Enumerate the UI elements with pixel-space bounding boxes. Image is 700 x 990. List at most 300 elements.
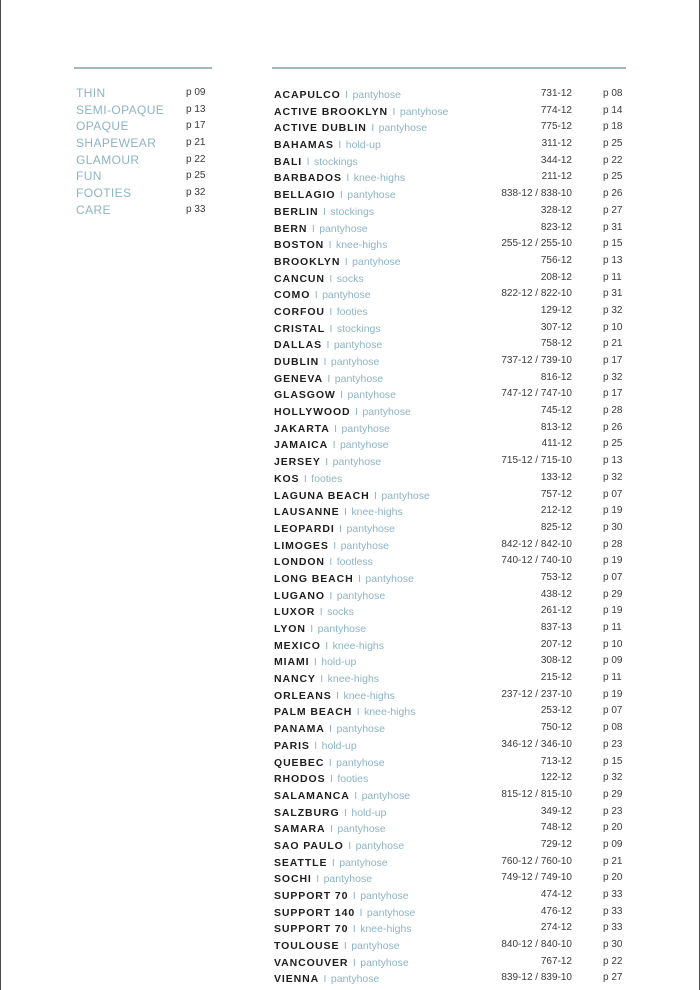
product-row[interactable]	[274, 403, 626, 420]
product-row[interactable]	[274, 687, 626, 704]
product-row[interactable]	[274, 353, 626, 370]
product-code: 740-12 / 740-10	[501, 555, 572, 567]
product-name: BROOKLYN	[274, 255, 341, 268]
product-type: hold-up	[321, 656, 357, 669]
product-code: 346-12 / 346-10	[501, 738, 572, 750]
product-page: p 31	[603, 221, 623, 233]
product-code: 729-12	[540, 838, 572, 850]
product-row[interactable]	[274, 770, 626, 787]
category-page: p 33	[186, 203, 206, 215]
product-code: 311-12	[541, 138, 572, 150]
type-separator: I	[316, 873, 320, 886]
product-page: p 23	[603, 738, 623, 750]
product-name: DUBLIN	[274, 356, 320, 368]
product-name: JAKARTA	[274, 422, 330, 435]
product-page: p 11	[603, 622, 622, 633]
product-row[interactable]	[274, 270, 626, 287]
type-separator: I	[343, 806, 347, 819]
product-name: GENEVA	[274, 372, 323, 385]
product-name: PANAMA	[274, 723, 325, 736]
type-separator: I	[325, 456, 329, 469]
product-type: pantyhose	[347, 389, 397, 402]
product-type: pantyhose	[323, 873, 373, 886]
index-rule	[272, 67, 626, 69]
product-type: pantyhose	[330, 356, 380, 368]
product-name: PARIS	[274, 739, 310, 752]
type-separator: I	[329, 556, 333, 569]
product-row[interactable]	[274, 520, 626, 537]
type-separator: I	[303, 472, 307, 485]
product-row[interactable]	[274, 503, 626, 520]
product-type: pantyhose	[336, 589, 386, 602]
product-name: COMO	[274, 289, 311, 302]
product-name: BAHAMAS	[274, 139, 334, 152]
product-code: 760-12 / 760-10	[501, 855, 572, 867]
category-item[interactable]	[76, 168, 208, 185]
product-code: 813-12	[540, 421, 572, 433]
product-row[interactable]	[274, 453, 626, 470]
product-type: pantyhose	[336, 723, 385, 736]
type-separator: I	[313, 656, 317, 669]
product-row[interactable]	[274, 487, 626, 504]
product-row[interactable]	[274, 820, 626, 837]
type-separator: I	[311, 222, 315, 235]
product-name: ACAPULCO	[274, 89, 341, 101]
product-page: p 32	[603, 772, 623, 784]
product-row[interactable]	[274, 386, 626, 403]
product-code: 823-12	[540, 221, 572, 233]
type-separator: I	[306, 155, 310, 168]
product-row[interactable]	[274, 703, 626, 720]
product-row[interactable]	[274, 236, 626, 253]
product-row[interactable]	[274, 570, 626, 587]
product-page: p 28	[603, 538, 623, 550]
type-separator: I	[374, 489, 377, 502]
type-separator: I	[327, 372, 331, 385]
product-row[interactable]	[274, 854, 626, 871]
product-page: p 15	[603, 238, 623, 250]
product-row[interactable]	[274, 253, 626, 270]
product-type: stockings	[313, 155, 358, 168]
product-code: 411-12	[541, 438, 572, 450]
type-separator: I	[336, 689, 340, 702]
product-page: p 27	[603, 972, 623, 984]
product-type: pantyhose	[339, 856, 388, 869]
category-page: p 32	[186, 187, 206, 199]
product-code: 328-12	[540, 204, 572, 216]
product-code: 822-12 / 822-10	[501, 288, 572, 300]
product-type: pantyhose	[336, 756, 385, 769]
type-separator: I	[352, 956, 356, 969]
product-code: 816-12	[540, 371, 572, 383]
product-row[interactable]	[274, 653, 626, 670]
product-row[interactable]	[274, 970, 626, 987]
product-code: 308-12	[540, 655, 572, 667]
product-code: 344-12	[540, 154, 572, 166]
product-code: 840-12 / 840-10	[501, 939, 572, 951]
type-separator: I	[355, 406, 358, 419]
product-page: p 28	[603, 405, 623, 417]
product-name: BARBADOS	[274, 172, 342, 185]
product-type: hold-up	[321, 739, 357, 752]
product-code: 842-12 / 842-10	[501, 538, 572, 550]
product-name: LAGUNA BEACH	[274, 489, 370, 502]
product-index-list	[274, 86, 626, 987]
product-row[interactable]	[274, 286, 626, 303]
product-name: CORFOU	[274, 305, 325, 318]
product-type: footless	[336, 556, 373, 569]
product-type: knee-highs	[332, 639, 385, 652]
product-page: p 21	[603, 338, 623, 350]
type-separator: I	[343, 940, 347, 953]
product-page: p 21	[603, 855, 623, 867]
product-row[interactable]	[274, 136, 626, 153]
category-page: p 13	[186, 103, 206, 115]
product-code: 838-12 / 838-10	[501, 188, 572, 200]
product-name: BERN	[274, 222, 308, 235]
type-separator: I	[340, 389, 344, 402]
type-separator: I	[328, 239, 332, 252]
type-separator: I	[310, 623, 314, 635]
product-type: pantyhose	[355, 839, 405, 852]
product-code: 837-13	[540, 622, 572, 633]
product-page: p 07	[603, 705, 623, 717]
product-page: p 26	[603, 421, 623, 433]
type-separator: I	[322, 205, 326, 218]
product-page: p 19	[603, 505, 623, 517]
product-page: p 29	[603, 588, 623, 600]
product-type: knee-highs	[353, 172, 406, 185]
category-page: p 21	[186, 137, 206, 149]
product-row[interactable]	[274, 870, 626, 887]
type-separator: I	[325, 639, 329, 652]
product-row[interactable]	[274, 937, 626, 954]
product-name: SUPPORT 70	[274, 890, 349, 902]
category-name: THIN	[76, 86, 106, 100]
type-separator: I	[314, 739, 318, 752]
product-page: p 33	[603, 889, 623, 900]
product-code: 474-12	[540, 889, 572, 900]
product-row[interactable]	[274, 887, 626, 904]
product-type: pantyhose	[365, 572, 414, 585]
product-name: JAMAICA	[274, 439, 329, 452]
product-row[interactable]	[274, 119, 626, 136]
product-type: pantyhose	[361, 789, 411, 802]
product-row[interactable]	[274, 436, 626, 453]
category-item[interactable]	[76, 85, 208, 102]
product-code: 207-12	[540, 638, 572, 650]
product-page: p 17	[603, 355, 623, 366]
product-code: 476-12	[540, 905, 572, 917]
product-row[interactable]	[274, 904, 626, 921]
category-name: FUN	[76, 169, 102, 184]
category-name: OPAQUE	[76, 119, 129, 134]
type-separator: I	[323, 356, 327, 368]
product-row[interactable]	[274, 370, 626, 387]
product-page: p 19	[603, 605, 623, 617]
product-name: BERLIN	[274, 205, 319, 218]
product-type: pantyhose	[347, 189, 396, 202]
product-row[interactable]	[274, 470, 626, 487]
product-code: 129-12	[540, 304, 572, 316]
product-type: hold-up	[345, 139, 381, 152]
product-name: LAUSANNE	[274, 506, 340, 519]
product-code: 261-12	[540, 605, 572, 617]
type-separator: I	[332, 439, 336, 452]
product-name: MEXICO	[274, 639, 321, 652]
product-name: BALI	[274, 155, 303, 168]
page-edge-left	[0, 0, 1, 990]
product-name: MIAMI	[274, 656, 310, 669]
product-name: LONDON	[274, 556, 325, 569]
product-row[interactable]	[274, 587, 626, 604]
product-name: LEOPARDI	[274, 522, 335, 535]
product-page: p 33	[603, 922, 623, 934]
product-row[interactable]	[274, 186, 626, 203]
category-item[interactable]	[76, 102, 208, 119]
product-type: footies	[337, 773, 369, 786]
product-type: pantyhose	[351, 940, 400, 953]
product-name: LYON	[274, 623, 306, 635]
product-page: p 09	[603, 838, 623, 850]
product-name: SAMARA	[274, 823, 326, 836]
product-type: pantyhose	[346, 522, 395, 535]
product-row[interactable]	[274, 336, 626, 353]
product-name: HOLLYWOOD	[274, 406, 351, 419]
product-name: CRISTAL	[274, 322, 326, 335]
product-code: 122-12	[540, 772, 572, 784]
product-code: 839-12 / 839-10	[501, 972, 572, 984]
product-type: knee-highs	[360, 923, 412, 936]
type-separator: I	[329, 773, 333, 786]
product-row[interactable]	[274, 303, 626, 320]
product-row[interactable]	[274, 804, 626, 821]
product-name: LONG BEACH	[274, 572, 354, 585]
product-name: LUGANO	[274, 589, 325, 602]
product-type: pantyhose	[352, 255, 401, 268]
product-page: p 25	[603, 138, 623, 150]
product-type: socks	[327, 606, 354, 619]
product-name: SOCHI	[274, 873, 312, 886]
product-page: p 10	[603, 638, 623, 650]
product-code: 749-12 / 749-10	[501, 872, 572, 884]
type-separator: I	[338, 139, 342, 152]
type-separator: I	[346, 172, 350, 185]
product-type: knee-highs	[327, 673, 380, 686]
product-type: pantyhose	[340, 539, 390, 552]
product-code: 750-12	[540, 722, 572, 734]
type-separator: I	[329, 305, 333, 318]
product-type: socks	[336, 272, 364, 285]
product-name: ORLEANS	[274, 689, 332, 702]
product-code: 255-12 / 255-10	[501, 238, 572, 250]
product-code: 737-12 / 739-10	[501, 355, 572, 366]
product-type: footies	[311, 472, 343, 485]
type-separator: I	[333, 539, 337, 552]
type-separator: I	[329, 823, 333, 836]
product-type: pantyhose	[322, 289, 371, 302]
product-row[interactable]	[274, 603, 626, 620]
product-code: 747-12 / 747-10	[501, 388, 572, 400]
product-row[interactable]	[274, 954, 626, 971]
product-name: VANCOUVER	[274, 956, 349, 969]
product-page: p 15	[603, 755, 623, 767]
product-type: pantyhose	[378, 122, 428, 135]
product-page: p 11	[603, 672, 622, 684]
product-page: p 30	[603, 521, 623, 533]
product-code: 775-12	[540, 121, 572, 133]
type-separator: I	[339, 522, 343, 535]
product-name: SALAMANCA	[274, 789, 350, 802]
product-type: pantyhose	[341, 422, 390, 435]
type-separator: I	[329, 322, 333, 335]
product-page: p 11	[603, 271, 622, 283]
product-row[interactable]	[274, 203, 626, 220]
product-row[interactable]	[274, 637, 626, 654]
type-separator: I	[319, 606, 323, 619]
product-code: 748-12	[540, 822, 572, 834]
product-page: p 32	[603, 471, 623, 483]
product-page: p 18	[603, 121, 623, 133]
product-name: BOSTON	[274, 239, 325, 252]
category-list	[76, 85, 208, 219]
product-page: p 10	[603, 321, 623, 333]
type-separator: I	[352, 923, 356, 936]
product-page: p 25	[603, 171, 623, 183]
category-item[interactable]	[76, 118, 208, 135]
product-code: 307-12	[540, 321, 572, 333]
type-separator: I	[320, 673, 324, 686]
type-separator: I	[356, 706, 360, 719]
product-code: 438-12	[540, 588, 572, 600]
product-row[interactable]	[274, 103, 626, 120]
product-row[interactable]	[274, 153, 626, 170]
product-type: pantyhose	[317, 623, 367, 635]
product-type: pantyhose	[333, 339, 383, 352]
product-row[interactable]	[274, 720, 626, 737]
product-row[interactable]	[274, 920, 626, 937]
product-type: pantyhose	[334, 372, 384, 385]
product-type: pantyhose	[381, 489, 430, 502]
product-name: KOS	[274, 472, 300, 485]
product-name: RHODOS	[274, 773, 326, 786]
product-row[interactable]	[274, 737, 626, 754]
category-page: p 17	[186, 120, 206, 132]
product-row[interactable]	[274, 754, 626, 771]
type-separator: I	[328, 756, 332, 769]
type-separator: I	[371, 122, 375, 135]
product-page: p 23	[603, 805, 623, 817]
product-page: p 27	[603, 204, 623, 216]
product-type: footies	[336, 305, 368, 318]
product-row[interactable]	[274, 787, 626, 804]
product-page: p 07	[603, 488, 623, 500]
product-page: p 33	[603, 905, 623, 917]
product-row[interactable]	[274, 837, 626, 854]
product-name: SAO PAULO	[274, 839, 344, 852]
product-page: p 19	[603, 555, 623, 567]
type-separator: I	[359, 906, 363, 919]
category-page: p 09	[186, 87, 206, 98]
product-page: p 17	[603, 388, 623, 400]
product-type: knee-highs	[343, 689, 395, 702]
product-type: pantyhose	[339, 439, 389, 452]
product-name: LIMOGES	[274, 539, 329, 552]
product-type: knee-highs	[335, 239, 388, 252]
product-page: p 07	[603, 571, 623, 583]
category-item[interactable]	[76, 202, 208, 219]
product-code: 756-12	[540, 254, 572, 266]
product-row[interactable]	[274, 86, 626, 103]
category-rule	[74, 67, 212, 69]
product-type: pantyhose	[360, 956, 409, 969]
product-page: p 20	[603, 822, 623, 834]
type-separator: I	[334, 422, 338, 435]
category-item[interactable]	[76, 135, 208, 152]
product-page: p 09	[603, 655, 623, 667]
product-page: p 22	[603, 955, 623, 967]
product-code: 208-12	[540, 271, 572, 283]
product-type: pantyhose	[399, 105, 449, 118]
product-type: stockings	[336, 322, 381, 335]
product-row[interactable]	[274, 620, 626, 637]
product-page: p 26	[603, 188, 623, 200]
product-page: p 32	[603, 371, 623, 383]
type-separator: I	[323, 973, 327, 986]
product-row[interactable]	[274, 537, 626, 554]
product-name: JERSEY	[274, 456, 321, 469]
product-row[interactable]	[274, 670, 626, 687]
product-type: knee-highs	[364, 706, 416, 719]
type-separator: I	[344, 506, 347, 519]
category-name: SHAPEWEAR	[76, 136, 157, 151]
product-row[interactable]	[274, 220, 626, 237]
type-separator: I	[358, 572, 361, 585]
type-separator: I	[345, 89, 349, 101]
product-name: SUPPORT 70	[274, 923, 349, 936]
type-separator: I	[392, 105, 396, 118]
product-code: 349-12	[540, 805, 572, 817]
type-separator: I	[329, 589, 333, 602]
product-code: 745-12	[540, 405, 572, 417]
product-page: p 30	[603, 939, 623, 951]
product-name: QUEBEC	[274, 756, 325, 769]
product-code: 815-12 / 815-10	[501, 788, 572, 800]
product-code: 274-12	[540, 922, 572, 934]
product-row[interactable]	[274, 320, 626, 337]
category-item[interactable]	[76, 185, 208, 202]
product-row[interactable]	[274, 169, 626, 186]
product-type: pantyhose	[319, 222, 368, 235]
type-separator: I	[326, 339, 330, 352]
product-code: 713-12	[540, 755, 572, 767]
product-type: pantyhose	[366, 906, 416, 919]
type-separator: I	[339, 189, 343, 202]
product-page: p 14	[603, 104, 623, 116]
product-row[interactable]	[274, 553, 626, 570]
product-row[interactable]	[274, 420, 626, 437]
product-code: 825-12	[540, 521, 572, 533]
product-page: p 13	[603, 254, 623, 266]
product-page: p 08	[603, 88, 623, 99]
type-separator: I	[329, 723, 333, 736]
product-name: SUPPORT 140	[274, 906, 356, 919]
product-code: 753-12	[540, 571, 572, 583]
product-name: CANCUN	[274, 272, 325, 285]
product-name: ACTIVE DUBLIN	[274, 122, 367, 135]
category-item[interactable]	[76, 152, 208, 169]
product-code: 731-12	[540, 88, 572, 99]
